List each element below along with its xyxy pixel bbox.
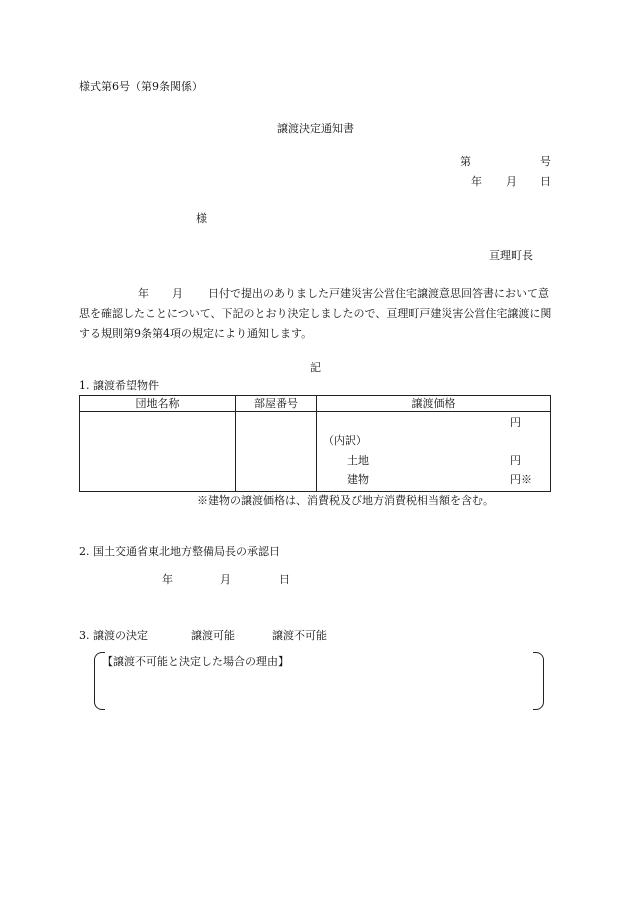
doc-date-year: 年	[471, 175, 482, 188]
recipient-suffix: 様	[196, 212, 207, 225]
approval-month: 月	[220, 573, 231, 586]
building-label: 建物	[347, 473, 369, 486]
tax-note: ※建物の譲渡価格は、消費税及び地方消費税相当額を含む。	[197, 494, 494, 507]
form-number: 様式第6号（第9条関係）	[79, 80, 203, 93]
header-danchi: 団地名称	[80, 396, 236, 412]
body-date-month: 月	[172, 287, 183, 300]
body-date-day: 日	[208, 287, 219, 300]
header-price: 譲渡価格	[317, 396, 551, 412]
doc-date-day: 日	[540, 175, 551, 188]
breakdown-label: （内訳）	[323, 434, 367, 447]
cell-price-value	[317, 412, 551, 492]
section3-heading: 3. 譲渡の決定	[79, 629, 148, 642]
body-date-year: 年	[138, 287, 149, 300]
document-title: 譲渡決定通知書	[277, 122, 354, 135]
ki-heading: 記	[310, 361, 321, 374]
issuer-name: 亘理町長	[489, 249, 533, 262]
header-room-number: 部屋番号	[236, 396, 317, 412]
property-table	[79, 395, 551, 492]
approval-day: 日	[279, 573, 290, 586]
option-impossible[interactable]: 譲渡不可能	[272, 629, 327, 642]
body-text: 付で提出のありました戸建災害公営住宅譲渡意思回答書において意思を確認したことについて、下記のとおり決定しましたので、亘理町戸建災害公営住宅譲渡に関する規則第9条第4項の規定により通知します。	[79, 287, 552, 340]
land-label: 土地	[347, 454, 369, 467]
price-total-yen: 円	[510, 416, 521, 429]
land-yen: 円	[510, 454, 521, 467]
section2-heading: 2. 国土交通省東北地方整備局長の承認日	[79, 545, 280, 558]
reason-label: 【譲渡不可能と決定した場合の理由】	[102, 655, 289, 668]
section1-heading: 1. 譲渡希望物件	[79, 379, 159, 392]
doc-number-suffix: 号	[540, 155, 551, 168]
option-possible[interactable]: 譲渡可能	[191, 629, 235, 642]
cell-danchi-value	[80, 412, 236, 492]
reason-box[interactable]	[94, 652, 544, 710]
building-yen: 円※	[510, 473, 532, 486]
approval-year: 年	[162, 573, 173, 586]
doc-number-prefix: 第	[460, 155, 471, 168]
reason-bracket-right	[533, 652, 544, 710]
doc-date-month: 月	[506, 175, 517, 188]
notice-body	[79, 284, 553, 344]
cell-room-value	[236, 412, 317, 492]
